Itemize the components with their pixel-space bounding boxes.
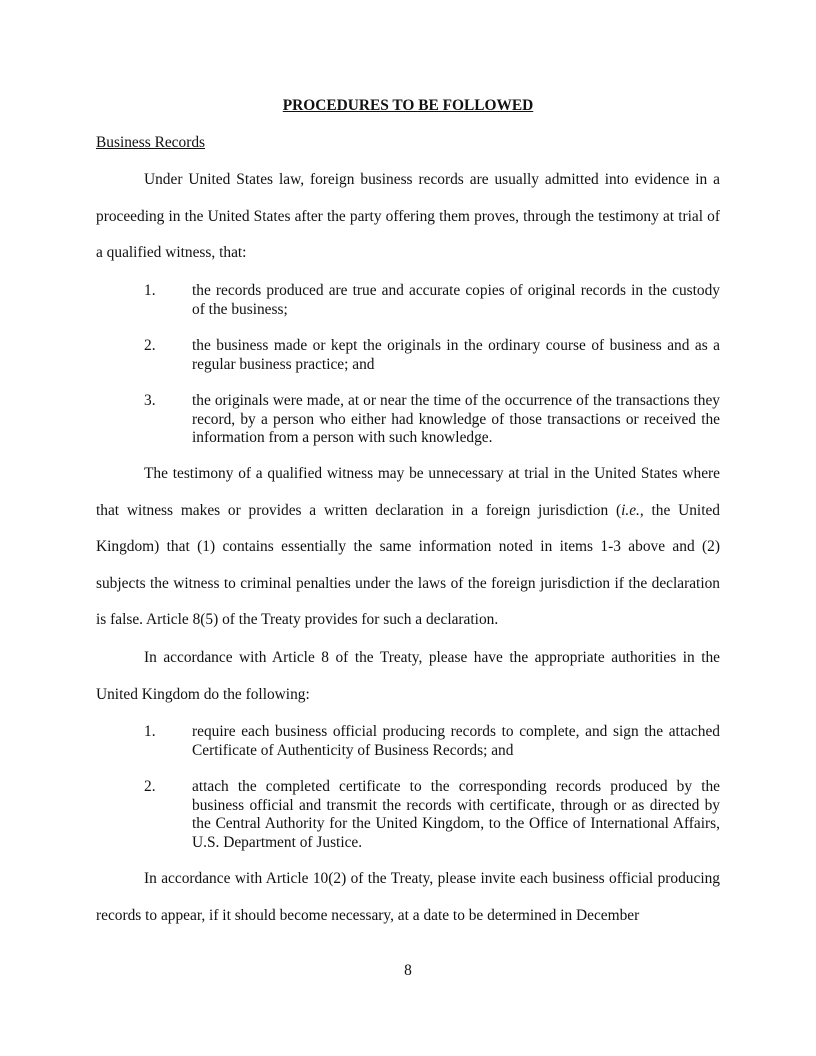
list-item-number: 1.: [144, 723, 156, 740]
list-item-text: the business made or kept the originals in the ordinary course of business and as a regular business practice; and: [192, 337, 720, 373]
declaration-text-end: , the United Kingdom) that (1) contains essentially the same information noted in items 1-3 above and (2) subjects the witness to criminal penalties under the laws of the foreign jurisdiction if the declaration is false. Article 8(5) of the Treaty provides for such a declaration.: [96, 501, 720, 629]
list-item-text: the originals were made, at or near the time of the occurrence of the transactions they record, by a person who either had knowledge of those transactions or received the information from a person with such knowledge.: [192, 392, 720, 446]
paragraph-declaration: [96, 456, 720, 639]
page-number: 8: [404, 962, 412, 979]
section-heading: Business Records: [96, 134, 206, 151]
paragraph-intro: Under United States law, foreign business records are usually admitted into evidence in a proceeding in the United States after the party offering them proves, through the testimony at trial of a qualified witness, that:: [96, 171, 720, 262]
declaration-text-start: The testimony of a qualified witness may be unnecessary at trial in the United States where that witness makes or provides a written declaration in a foreign jurisdiction (: [96, 465, 720, 519]
declaration-italic-ie: i.e.: [621, 501, 640, 519]
document-page: [96, 0, 720, 1056]
page-title: PROCEDURES TO BE FOLLOWED: [282, 97, 534, 114]
list-item-number: 1.: [144, 282, 156, 299]
list-item-number: 2.: [144, 337, 156, 354]
list-item-text: attach the completed certificate to the corresponding records produced by the business official and transmit the records with certificate, through or as directed by the Central Authority for the United Kingdom, to the Office of International Affairs, U.S. Department of Justice.: [192, 778, 720, 851]
list-item-number: 2.: [144, 778, 156, 795]
paragraph-article-10: In accordance with Article 10(2) of the Treaty, please invite each business official producing records to appear, if it should become necessary, at a date to be determined in December: [96, 870, 720, 924]
list-item-number: 3.: [144, 392, 156, 409]
paragraph-article-8: In accordance with Article 8 of the Treaty, please have the appropriate authorities in the United Kingdom do the following:: [96, 649, 720, 703]
list-item-text: the records produced are true and accurate copies of original records in the custody of the business;: [192, 282, 720, 318]
list-item-text: require each business official producing records to complete, and sign the attached Certificate of Authenticity of Business Records; and: [192, 723, 720, 759]
